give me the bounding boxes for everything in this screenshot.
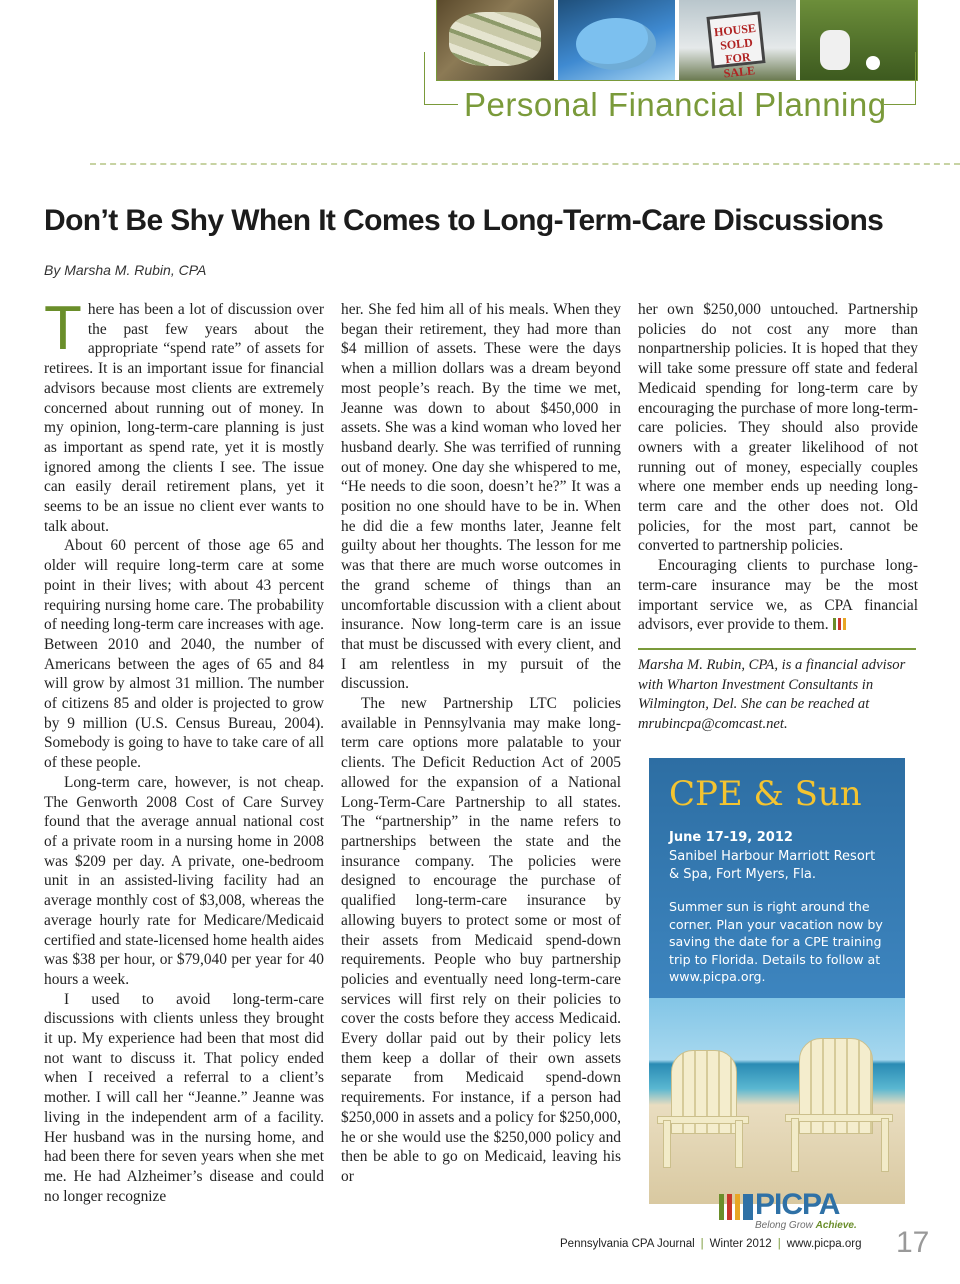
journal-name: Pennsylvania CPA Journal xyxy=(560,1238,695,1250)
tagline-achieve: Achieve. xyxy=(815,1220,857,1231)
golf-photo xyxy=(800,0,917,80)
article-column-1 xyxy=(44,294,324,1206)
ad-body: Summer sun is right around the corner. Plan your vacation now by saving the date for a CPE training trip to Florida. Details to follow at www.picpa.org. xyxy=(669,899,883,985)
golf-ball-icon xyxy=(866,56,880,70)
tagline-grow: Grow xyxy=(788,1220,813,1231)
page-footer xyxy=(560,1238,861,1250)
chair-leg xyxy=(791,1118,799,1172)
article-byline: By Marsha M. Rubin, CPA xyxy=(44,262,207,278)
ad-date: June 17-19, 2012 xyxy=(669,830,793,845)
chair-arm xyxy=(785,1114,893,1122)
money-nest-photo xyxy=(437,0,558,80)
chair-leg xyxy=(735,1120,743,1168)
golf-glove-icon xyxy=(820,30,850,70)
page-number: 17 xyxy=(896,1226,930,1259)
bio-divider xyxy=(638,648,916,650)
section-bracket-right-foot xyxy=(884,104,916,105)
article-headline: Don’t Be Shy When It Comes to Long-Term-Care Discussions xyxy=(44,204,884,237)
author-bio: Marsha M. Rubin, CPA, is a financial advisor with Wharton Investment Consultants in Wilmington, Del. She can be reached at mrubincpa@comcast.net. xyxy=(638,657,906,732)
beach-chairs-photo xyxy=(649,998,905,1231)
issue-date: Winter 2012 xyxy=(709,1238,772,1250)
paragraph: her. She fed him all of his meals. When they began their retirement, they had more than $4 million of assets. These were the days when a million dollars was a dream beyond most people’s reach. By the time we met, Jeanne was down to about $450,000 in assets. She was a kind woman who loved her husband dearly. She was terrified of running out of money. One day she whispered to me, “He needs to die soon, doesn’t he?” It was a position no one should have to be in. When he did die a few months later, Jeanne felt guilty about her thoughts. The lesson for me was that there are much worse outcomes in the grand scheme of things than an uncomfortable discussion with a client about insurance. Now long-term care is an issue that must be discussed with every client, and I am relentless in my pursuit of the discussion. xyxy=(341,301,621,693)
piggy-bank-photo xyxy=(558,0,679,80)
ad-title: CPE & Sun xyxy=(669,774,862,814)
chair-leg xyxy=(881,1118,889,1172)
picpa-tagline xyxy=(755,1220,857,1231)
end-mark-icon xyxy=(833,618,846,630)
picpa-logo-text: PICPA xyxy=(755,1188,840,1221)
article-column-3 xyxy=(638,300,918,635)
footer-separator: | xyxy=(777,1238,781,1250)
paragraph: About 60 percent of those age 65 and older will require long-term care at some point in their lives; with about 43 percent requiring nursing home care. The probability of needing long-term care increases with age. Between 2010 and 2040, the number of Americans between the ages of 65 and 84 will grow by almost 31 million. The number of citizens 85 and older is projected to grow by 9 million (U.S. Census Bureau, 2004). Somebody is going to have to take care of all of these people. xyxy=(44,537,324,772)
paragraph: I used to avoid long-term-care discussions with clients unless they brought it up. My experience had been that most did not want to discuss it. That policy ended when I received a referral to a client’s mother. I will call her “Jeanne.” Jeanne was living in the independent arm of a facility. Her husband was in the nursing home, and had been there for seven years when she met me. He had Alzheimer’s disease and could no longer recognize xyxy=(44,990,324,1205)
section-bracket-right xyxy=(915,52,916,104)
footer-separator: | xyxy=(700,1238,704,1250)
section-title: Personal Financial Planning xyxy=(464,86,887,123)
section-bracket-left-foot xyxy=(424,104,458,105)
paragraph: The new Partnership LTC policies available in Pennsylvania may make long-term care options more palatable to your clients. The Deficit Reduction Act of 2005 allowed for the expansion of a National Long-Term-Care Partnership to all states. The “partnership” in the name refers to partnerships between the state and the insurance company. The policies were designed to encourage the purchase of qualified long-term-care insurance by allowing buyers to protect some or most of their assets from Medicaid spend-down requirements. People who buy partnership policies and eventually need long-term-care services will first rely on their policies to cover the costs before they access Medicaid. Every dollar paid out by their policy lets them keep a dollar of their own assets separate from Medicaid spend-down requirements. For instance, if a person had $250,000 in assets and a policy for $250,000, he or she would use the $250,000 policy and then be able to go on Medicaid, leaving his or xyxy=(341,695,621,1185)
section-bracket-left xyxy=(424,52,425,104)
paragraph xyxy=(44,294,324,536)
ad-venue: Sanibel Harbour Marriott Resort & Spa, Fort Myers, Fla. xyxy=(669,849,876,882)
house-sold-sign-photo xyxy=(679,0,800,80)
picpa-bars-icon xyxy=(719,1194,753,1220)
header-photo-strip xyxy=(436,0,918,81)
chair-leg xyxy=(663,1120,671,1168)
sold-sign: HOUSE SOLD FOR SALE xyxy=(706,11,765,68)
paragraph: her own $250,000 untouched. Partnership policies do not cost any more than nonpartnership policies. It is hoped that they will take some pressure off state and federal Medicaid spending for long-term care by encouraging the purchase of more long-term-care policies. They should also provide owners with a greater likelihood of not running out of money, especially couples where one member ends up needing long-term care and the other does not. Old policies, for the most part, cannot be converted to partnership policies. xyxy=(638,301,918,555)
paragraph: Long-term care, however, is not cheap. The Genworth 2008 Cost of Care Survey found that the average annual national cost of a private room in a nursing home in 2008 was $209 per day. A private, one-bedroom unit in an assisted-living facility had an average monthly cost of $3,008, whereas the average hourly rate for Medicare/Medicaid certified and state-licensed home health aides was $38 per hour, or $79,040 per year for 40 hours a week. xyxy=(44,773,324,988)
paragraph-text: here has been a lot of discussion over the past few years about the appropriate “spend rate” of assets for retirees. It is an important issue for financial advisors because most clients are extremely concerned about running out of money. In my opinion, long-term-care planning is just as important as spend rate, yet it is mostly ignored among the clients I see. The issue can easily derail retirement plans, yet it seems to be an issue no client ever wants to talk about. xyxy=(44,301,324,535)
cpe-sun-advertisement[interactable] xyxy=(649,758,905,1231)
article-column-2 xyxy=(341,300,621,1187)
cash-bills-icon xyxy=(449,12,541,66)
piggy-bank-icon xyxy=(576,18,656,70)
drop-cap: T xyxy=(44,294,82,363)
paragraph-text: Encouraging clients to purchase long-term-care insurance may be the most important service we, as CPA financial advisors, ever provide to them. xyxy=(638,557,918,634)
footer-url[interactable]: www.picpa.org xyxy=(786,1238,862,1250)
paragraph xyxy=(638,556,918,635)
dashed-divider xyxy=(90,163,960,165)
tagline-belong: Belong xyxy=(755,1220,787,1231)
